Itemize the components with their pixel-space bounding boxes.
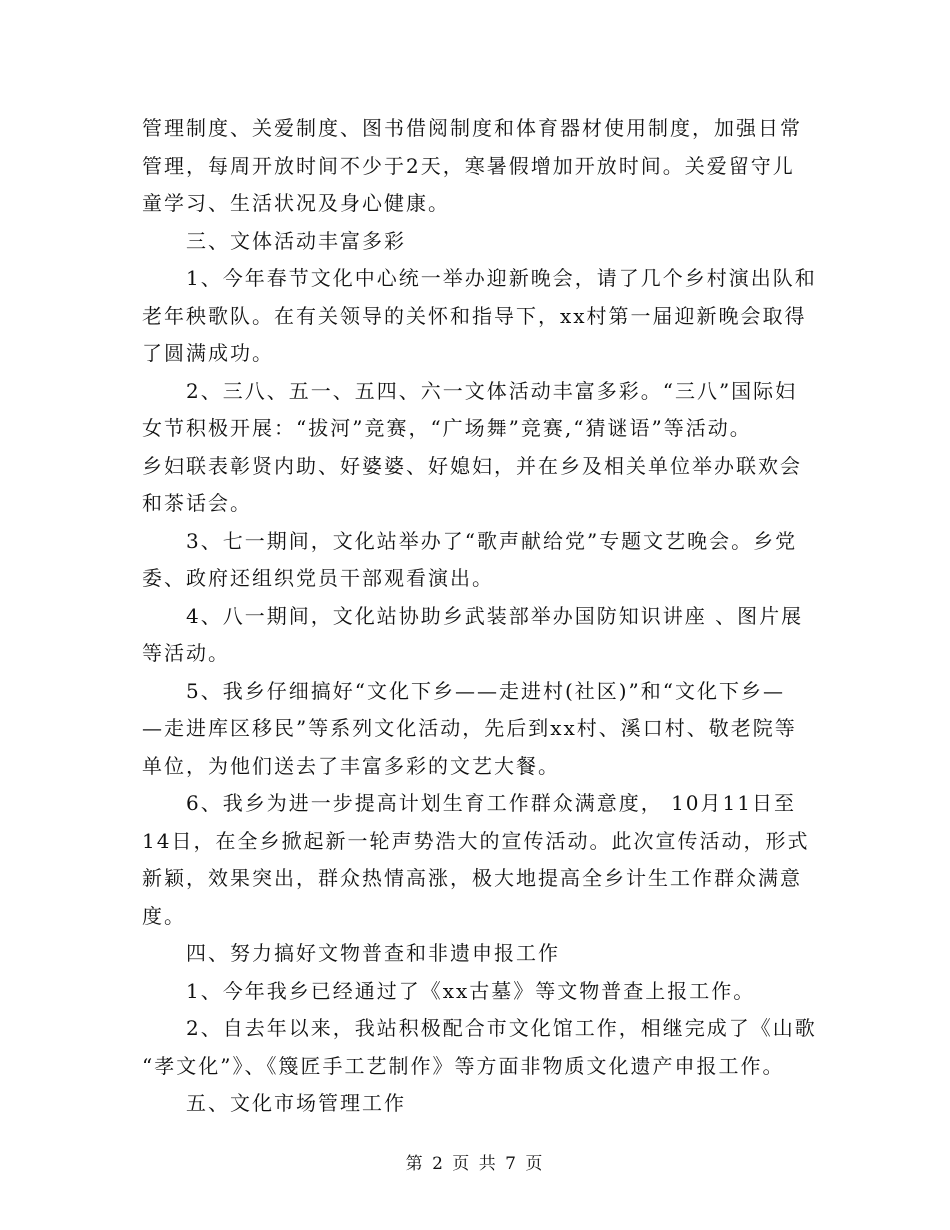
text-line: “孝文化”》、《篾匠手工艺制作》等方面非物质文化遗产申报工作。 [142, 1053, 785, 1078]
text-line: 2、自去年以来，我站积极配合市文化馆工作，相继完成了《山歌 [186, 1016, 817, 1040]
text-line: 1、今年我乡已经通过了《xx古墓》等文物普查上报工作。 [186, 978, 756, 1003]
text-line: 新颖，效果突出，群众热情高涨，极大地提高全乡计生工作群众满意 [142, 866, 802, 890]
page-footer: 第 2 页 共 7 页 [405, 1154, 545, 1174]
text-line: 五、文化市场管理工作 [186, 1091, 406, 1115]
document-body [142, 110, 817, 1123]
text-line: 2、三八、五一、五四、六一文体活动丰富多彩。“三八”国际妇 [186, 378, 798, 403]
text-line: 三、文体活动丰富多彩 [186, 228, 406, 253]
text-line: 管理，每周开放时间不少于2天，寒暑假增加开放时间。关爱留守儿 [142, 153, 795, 178]
text-line: 老年秧歌队。在有关领导的关怀和指导下，xx村第一届迎新晚会取得 [142, 303, 807, 328]
text-line: 女节积极开展：“拔河”竞赛，“广场舞”竞赛,“猜谜语”等活动。 [142, 416, 752, 440]
text-line: 管理制度、关爱制度、图书借阅制度和体育器材使用制度，加强日常 [142, 116, 802, 140]
text-line: 单位，为他们送去了丰富多彩的文艺大餐。 [142, 753, 560, 778]
text-line: 1、今年春节文化中心统一举办迎新晚会，请了几个乡村演出队和 [186, 266, 817, 290]
text-line: 四、努力搞好文物普查和非遗申报工作 [186, 941, 560, 965]
text-line: 5、我乡仔细搞好“文化下乡——走进村(社区)”和“文化下乡— [186, 678, 786, 703]
text-line: 6、我乡为进一步提高计划生育工作群众满意度， 10月11日至 [186, 791, 796, 815]
text-line: 度。 [142, 903, 186, 928]
text-line: 童学习、生活状况及身心健康。 [142, 191, 450, 215]
text-line: 委、政府还组织党员干部观看演出。 [142, 566, 494, 590]
text-line: 等活动。 [142, 641, 230, 665]
text-line: 4、八一期间，文化站协助乡武装部举办国防知识讲座 、图片展 [186, 603, 804, 628]
text-line: 乡妇联表彰贤内助、好婆婆、好媳妇，并在乡及相关单位举办联欢会 [142, 453, 802, 478]
text-line: 14日，在全乡掀起新一轮声势浩大的宣传活动。此次宣传活动，形式 [142, 828, 810, 853]
text-line: 3、七一期间，文化站举办了“歌声献给党”专题文艺晚会。乡党 [186, 528, 798, 553]
text-line: 了圆满成功。 [142, 341, 274, 365]
text-line: 和茶话会。 [142, 491, 252, 515]
text-line: —走进库区移民”等系列文化活动，先后到xx村、溪口村、敬老院等 [142, 716, 797, 740]
